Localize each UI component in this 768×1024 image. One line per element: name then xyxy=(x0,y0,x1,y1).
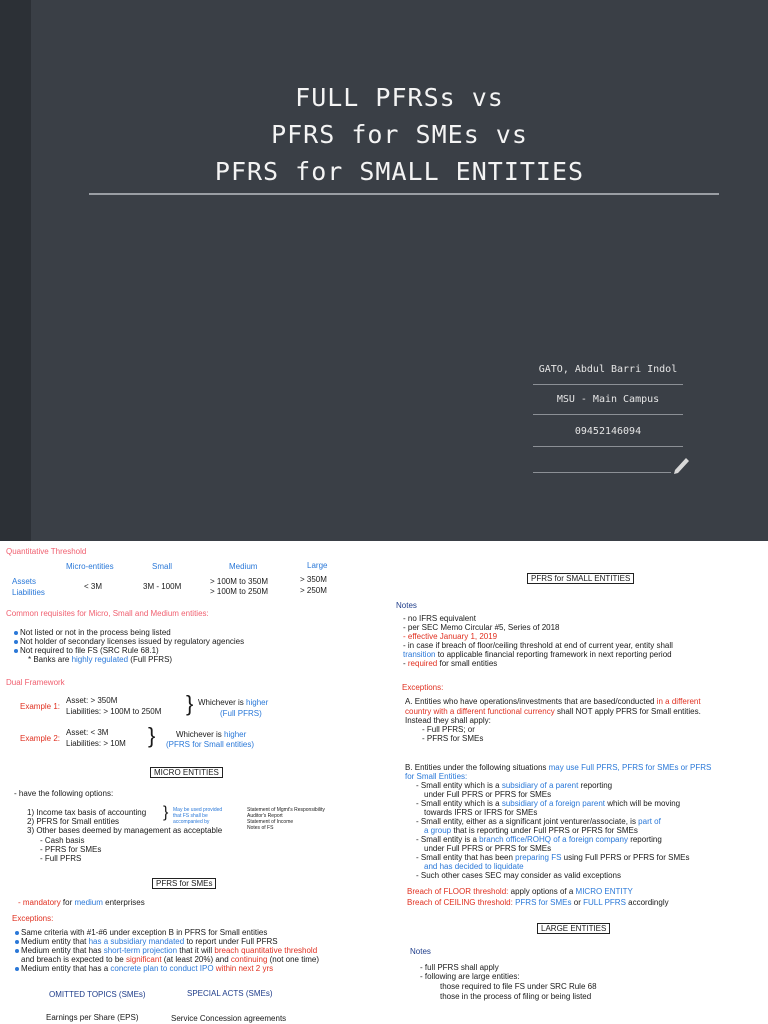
exception-b-item-4-cont: under Full PFRS or PFRS for SMEs xyxy=(424,844,552,853)
micro-value: < 3M xyxy=(84,582,103,591)
slide-content xyxy=(31,0,768,541)
row-liabilities: Liabilities xyxy=(12,588,45,597)
title-divider xyxy=(89,193,719,195)
large-entities-box: LARGE ENTITIES xyxy=(537,923,610,934)
note-6: - required for small entities xyxy=(403,659,498,668)
smes-exception-4: Medium entity that has a concrete plan to conduct IPO within next 2 yrs xyxy=(21,964,274,973)
option-1: 1) Income tax basis of accounting xyxy=(27,808,147,817)
example-2-assets: Asset: < 3M xyxy=(66,728,109,737)
option-note-3: accompanied by xyxy=(173,819,210,825)
smes-exception-2: Medium entity that has a subsidiary mandated to report under Full PFRS xyxy=(21,937,278,946)
author-name: GATO, Abdul Barri Indol xyxy=(538,364,678,375)
smes-exception-3-cont: and breach is expected to be significant (at least 20%) and continuing (not one time) xyxy=(21,955,319,964)
bullet xyxy=(15,967,19,971)
large-note-2: - following are large entities: xyxy=(420,972,520,981)
exception-b-item-5-cont: and has decided to liquidate xyxy=(424,862,524,871)
exception-a-line-1: A. Entities who have operations/investments that are based/conducted in a different xyxy=(405,697,701,706)
signature-line xyxy=(533,472,671,473)
exception-b-item-1: - Small entity which is a subsidiary of a parent reporting xyxy=(416,781,613,790)
example-2-label: Example 2: xyxy=(20,734,61,743)
large-note-4: those in the process of filing or being listed xyxy=(440,992,592,1001)
mandatory-note: - mandatory for medium enterprises xyxy=(18,898,145,907)
common-item-1: Not listed or not in the process being listed xyxy=(20,628,171,637)
exception-b-item-2: - Small entity which is a subsidiary of a foreign parent which will be moving xyxy=(416,799,681,808)
option-3-sub-3: - Full PFRS xyxy=(40,854,82,863)
exception-b-line-2: for Small Entities: xyxy=(405,772,468,781)
row-assets: Assets xyxy=(12,577,37,586)
smes-exception-1: Same criteria with #1-#6 under exception B in PFRS for Small entities xyxy=(21,928,268,937)
title-line-3: PFRS for SMALL ENTITIES xyxy=(214,157,585,186)
brace: } xyxy=(148,723,156,748)
small-exceptions-heading: Exceptions: xyxy=(402,683,444,692)
slide-left-strip xyxy=(0,0,31,541)
smes-exception-3: Medium entity that has short-term projection that it will breach quantitative threshold xyxy=(21,946,318,955)
phone-number: 09452146094 xyxy=(574,426,642,437)
note-4: - in case if breach of floor/ceiling threshold at end of current year, entity shall xyxy=(403,641,673,650)
brace: } xyxy=(163,804,169,821)
example-1-result: (Full PFRS) xyxy=(220,709,262,718)
doc-1: Statement of Mgmt's Responsibility xyxy=(247,807,325,813)
pfrs-small-entities-box: PFRS for SMALL ENTITIES xyxy=(527,573,634,584)
option-note-1: May be used provided xyxy=(173,807,223,813)
bullet xyxy=(14,631,18,635)
special-item-sca: Service Concession agreements xyxy=(171,1014,287,1023)
micro-options-intro: - have the following options: xyxy=(14,789,114,798)
doc-3: Statement of Income xyxy=(247,819,294,825)
large-liabilities: > 250M xyxy=(300,586,327,595)
example-1-liabilities: Liabilities: > 100M to 250M xyxy=(66,707,162,716)
bullet xyxy=(14,649,18,653)
common-heading: Common requisites for Micro, Small and Medium entities: xyxy=(6,609,209,618)
example-1-rule: Whichever is higher xyxy=(198,698,269,707)
small-value: 3M - 100M xyxy=(143,582,182,591)
title-line-1: FULL PFRSs vs xyxy=(295,83,504,112)
exception-a-line-4: - Full PFRS; or xyxy=(422,725,475,734)
medium-assets: > 100M to 350M xyxy=(210,577,269,586)
note-5: transition to applicable financial reporting framework in next reporting period xyxy=(403,650,672,659)
banks-note: * Banks are highly regulated (Full PFRS) xyxy=(28,655,173,664)
omitted-item-eps: Earnings per Share (EPS) xyxy=(46,1013,139,1022)
bullet xyxy=(15,949,19,953)
campus: MSU - Main Campus xyxy=(556,394,660,405)
option-note-2: that FS shall be xyxy=(173,813,208,819)
header-small: Small xyxy=(152,562,173,571)
exception-b-item-1-cont: under Full PFRS or PFRS for SMEs xyxy=(424,790,552,799)
common-item-2: Not holder of secondary licenses issued by regulatory agencies xyxy=(20,637,245,646)
example-1-assets: Asset: > 350M xyxy=(66,696,118,705)
special-acts-heading: SPECIAL ACTS (SMEs) xyxy=(187,989,273,998)
notes-heading-2: Notes xyxy=(410,947,431,956)
floor-breach: Breach of FLOOR threshold: apply options of a MICRO ENTITY xyxy=(407,887,633,896)
note-1: - no IFRS equivalent xyxy=(403,614,476,623)
option-3: 3) Other bases deemed by management as acceptable xyxy=(27,826,223,835)
exception-a-line-5: - PFRS for SMEs xyxy=(422,734,484,743)
example-1-label: Example 1: xyxy=(20,702,61,711)
quantitative-heading: Quantitative Threshold xyxy=(6,547,87,556)
header-medium: Medium xyxy=(229,562,258,571)
note-2: - per SEC Memo Circular #5, Series of 2018 xyxy=(403,623,560,632)
bullet xyxy=(14,640,18,644)
divider xyxy=(533,384,683,385)
note-3: - effective January 1, 2019 xyxy=(403,632,498,641)
example-2-result: (PFRS for Small entities) xyxy=(166,740,255,749)
option-3-sub-1: - Cash basis xyxy=(40,836,85,845)
dual-framework-heading: Dual Framework xyxy=(6,678,65,687)
medium-liabilities: > 100M to 250M xyxy=(210,587,269,596)
divider xyxy=(533,446,683,447)
pfrs-smes-box: PFRS for SMEs xyxy=(152,878,216,889)
large-note-3: those required to file FS under SRC Rule 68 xyxy=(440,982,597,991)
pencil-icon xyxy=(672,456,690,476)
option-2: 2) PFRS for Small entities xyxy=(27,817,120,826)
notes-page xyxy=(0,541,768,1024)
title-line-2: PFRS for SMEs vs xyxy=(271,120,528,149)
exception-a-line-3: Instead they shall apply: xyxy=(405,716,491,725)
doc-2: Auditor's Report xyxy=(247,813,283,819)
exception-b-line-1: B. Entities under the following situations may use Full PFRS, PFRS for SMEs or PFRS xyxy=(405,763,712,772)
ceiling-breach: Breach of CEILING threshold: PFRS for SMEs or FULL PFRS accordingly xyxy=(407,898,669,907)
divider xyxy=(533,414,683,415)
exception-a-line-2: country with a different functional currency shall NOT apply PFRS for Small entities. xyxy=(405,707,701,716)
large-assets: > 350M xyxy=(300,575,327,584)
doc-4: Notes of FS xyxy=(247,825,274,831)
example-2-liabilities: Liabilities: > 10M xyxy=(66,739,126,748)
header-micro: Micro-entities xyxy=(66,562,114,571)
exception-b-item-2-cont: towards IFRS or IFRS for SMEs xyxy=(424,808,538,817)
exception-b-item-6: - Such other cases SEC may consider as valid exceptions xyxy=(416,871,621,880)
smes-exceptions-heading: Exceptions: xyxy=(12,914,54,923)
option-3-sub-2: - PFRS for SMEs xyxy=(40,845,102,854)
header-large: Large xyxy=(307,561,328,570)
exception-b-item-3: - Small entity, either as a significant joint venturer/associate, is part of xyxy=(416,817,661,826)
example-2-rule: Whichever is higher xyxy=(176,730,247,739)
exception-b-item-5: - Small entity that has been preparing FS using Full PFRS or PFRS for SMEs xyxy=(416,853,690,862)
notes-heading-1: Notes xyxy=(396,601,417,610)
common-item-3: Not required to file FS (SRC Rule 68.1) xyxy=(20,646,159,655)
exception-b-item-4: - Small entity is a branch office/ROHQ of a foreign company reporting xyxy=(416,835,662,844)
bullet xyxy=(15,940,19,944)
exception-b-item-3-cont: a group that is reporting under Full PFRS or PFRS for SMEs xyxy=(424,826,638,835)
brace: } xyxy=(186,691,194,716)
micro-entities-box: MICRO ENTITIES xyxy=(150,767,223,778)
bullet xyxy=(15,931,19,935)
omitted-topics-heading: OMITTED TOPICS (SMEs) xyxy=(49,990,146,999)
large-note-1: - full PFRS shall apply xyxy=(420,963,499,972)
